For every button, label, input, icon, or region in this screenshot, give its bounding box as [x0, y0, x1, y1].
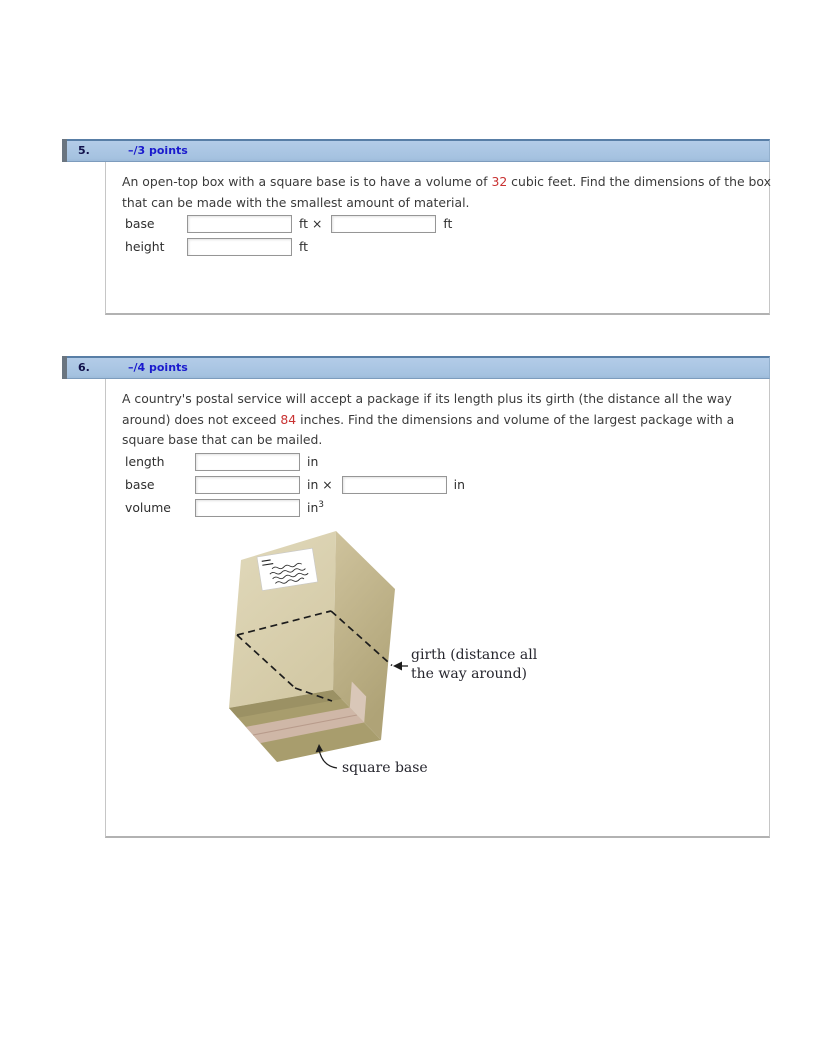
p6-base-unit-end: in: [453, 477, 465, 492]
problem-6-text-after: inches. Find the dimensions and volume of the largest package with a square base that can be mailed.: [122, 411, 735, 447]
answer-row-base: [125, 473, 471, 496]
girth-label-line1: girth (distance all: [411, 647, 538, 663]
p5-height-unit: ft: [299, 239, 309, 254]
girth-label-line2: the way around): [411, 666, 527, 682]
problem-6-header: [62, 356, 770, 379]
girth-arrow-icon: [393, 662, 402, 671]
p5-base-unit-end: ft: [443, 216, 453, 231]
answer-row-height: [125, 235, 458, 258]
problem-5-header-tab: [62, 139, 67, 162]
package-figure: [226, 528, 558, 782]
p5-base-input-1[interactable]: [187, 215, 292, 233]
problem-6-panel: [105, 379, 770, 838]
p6-length-input[interactable]: [195, 453, 300, 471]
problem-6-answer-rows: [125, 450, 471, 519]
p6-base-unit-mid: in ×: [307, 477, 333, 492]
p6-base-input-1[interactable]: [195, 476, 300, 494]
p5-height-input[interactable]: [187, 238, 292, 256]
problem-5-text: [122, 172, 772, 213]
problem-5-highlight-value: 32: [491, 174, 508, 189]
answer-row-length: [125, 450, 471, 473]
base-label: base: [125, 477, 155, 492]
problem-5-text-after: cubic feet. Find the dimensions of the box that can be made with the smallest amount of material.: [122, 174, 771, 210]
problem-6-text: [122, 389, 772, 451]
answer-row-volume: [125, 496, 471, 519]
p6-length-unit: in: [307, 454, 319, 469]
square-base-label: square base: [342, 760, 428, 776]
p5-base-input-2[interactable]: [331, 215, 436, 233]
problem-6-highlight-value: 84: [280, 411, 297, 427]
problem-5-panel: [105, 162, 770, 315]
problem-5-text-before: An open-top box with a square base is to have a volume of: [122, 174, 492, 189]
volume-label: volume: [125, 500, 171, 515]
problem-6-text-before: A country's postal service will accept a package if its length plus its girth (the distance all the way around) does not exceed: [122, 391, 732, 427]
problem-5-answer-rows: [125, 212, 458, 258]
p5-base-unit-mid: ft ×: [299, 216, 323, 231]
length-label: length: [125, 454, 165, 469]
p6-base-input-2[interactable]: [342, 476, 447, 494]
base-label: base: [125, 216, 155, 231]
answer-row-base: [125, 212, 458, 235]
problem-5-header: [62, 139, 770, 162]
problem-6-number: 6.: [78, 361, 90, 374]
height-label: height: [125, 239, 165, 254]
p6-volume-unit: $in^3$: [307, 499, 325, 516]
problem-6-points: –/4 points: [128, 361, 188, 374]
problem-5-points: –/3 points: [128, 144, 188, 157]
problem-6-header-tab: [62, 356, 67, 379]
problem-5-number: 5.: [78, 144, 90, 157]
volume-unit-exponent: 3: [318, 499, 325, 510]
p6-volume-input[interactable]: [195, 499, 300, 517]
